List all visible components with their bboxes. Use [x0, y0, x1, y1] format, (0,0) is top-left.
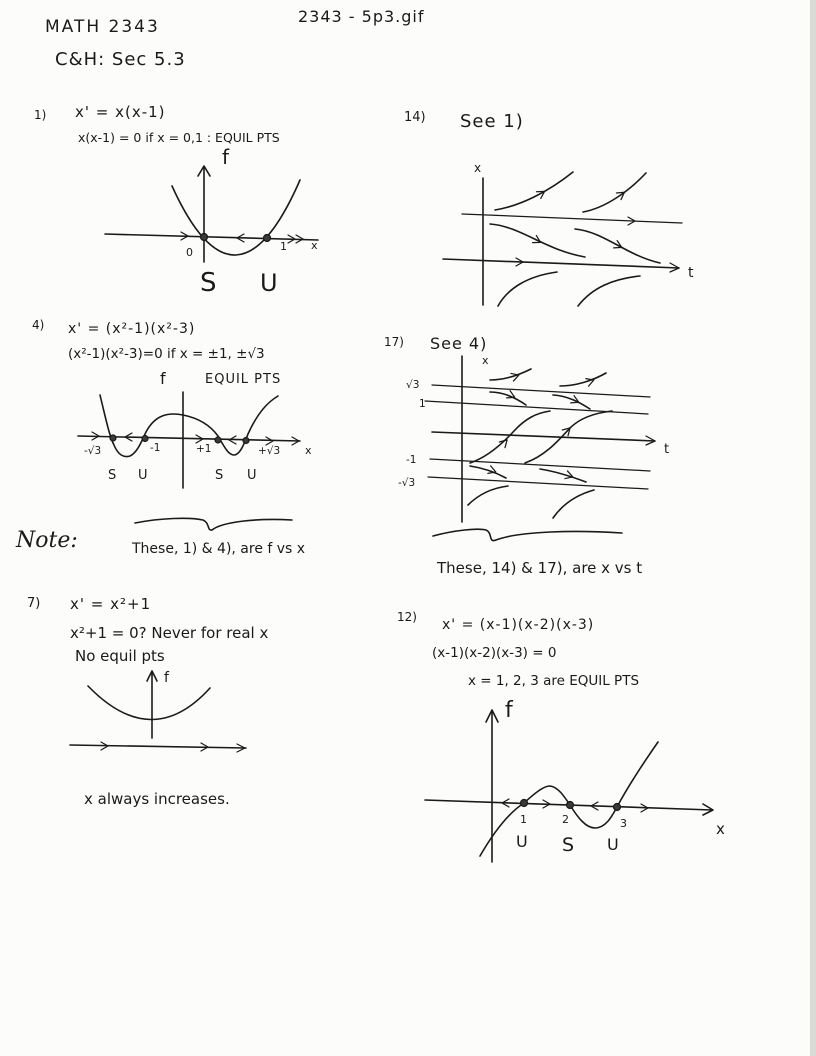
x-axis-label: x — [311, 239, 318, 252]
level-label: -1 — [406, 454, 417, 466]
problem-result: x = 1, 2, 3 are EQUIL PTS — [468, 673, 640, 689]
x-axis — [70, 745, 246, 748]
problem-solution: (x-1)(x-2)(x-3) = 0 — [432, 645, 557, 661]
problem-number: 4) — [32, 318, 45, 332]
equilibrium-point — [110, 435, 116, 441]
stability-label: S — [215, 468, 224, 483]
stability-label: U — [607, 835, 619, 854]
x-axis-label: x — [474, 161, 482, 175]
problem-4 — [32, 318, 312, 488]
equilibrium-point — [243, 438, 249, 444]
problem-number: 1) — [34, 108, 47, 122]
problem-reference: See 4) — [430, 334, 488, 353]
t-axis-label: t — [688, 265, 694, 281]
tick-label: +√3 — [258, 445, 281, 457]
tick-label: -√3 — [84, 445, 102, 457]
problem-remark: x always increases. — [84, 790, 230, 808]
problem-7 — [27, 595, 268, 808]
tick-label: 1 — [520, 813, 527, 826]
solution-curve — [560, 373, 606, 386]
problem-equation: x' = (x²-1)(x²-3) — [68, 321, 196, 337]
course-title: MATH 2343 — [45, 17, 160, 37]
tick-label: 0 — [186, 246, 193, 259]
brace — [433, 529, 622, 540]
solution-curve — [495, 172, 573, 210]
solution-curve — [553, 490, 594, 518]
problem-number: 12) — [397, 610, 417, 624]
f-axis-label: f — [160, 369, 166, 388]
parabola-curve — [88, 686, 210, 720]
equilibrium-point — [201, 234, 208, 241]
problem-14 — [404, 110, 694, 306]
note-xt-comment: These, 14) & 17), are x vs t — [437, 559, 643, 577]
problem-1 — [34, 103, 318, 298]
f-vs-x-graph — [70, 670, 246, 752]
x-axis-label: x — [482, 354, 489, 367]
solution-curve — [553, 395, 590, 409]
x-vs-t-graph — [398, 354, 669, 522]
solution-curve — [490, 392, 526, 405]
tick-label: -1 — [150, 442, 161, 454]
equilibrium-point — [215, 437, 221, 443]
problem-reference: See 1) — [460, 111, 524, 132]
problem-17 — [384, 334, 669, 522]
tick-label: 3 — [620, 817, 627, 830]
level-label: √3 — [406, 379, 420, 391]
stability-label: S — [562, 834, 575, 856]
solution-curve — [583, 173, 646, 212]
f-axis-label: f — [164, 670, 169, 686]
stability-label: S — [200, 268, 217, 298]
tick-label: 2 — [562, 813, 569, 826]
solution-curve — [575, 229, 660, 263]
section-reference: C&H: Sec 5.3 — [55, 49, 186, 70]
problem-equation: x' = x(x-1) — [75, 103, 166, 121]
problem-equation: x' = (x-1)(x-2)(x-3) — [442, 617, 595, 633]
equilibrium-point — [614, 804, 621, 811]
equilibrium-line — [425, 401, 648, 414]
f-axis-label: f — [222, 145, 230, 169]
tick-label: 1 — [280, 240, 287, 253]
note-label: Note: — [16, 528, 78, 553]
header — [45, 7, 425, 70]
stability-label: U — [138, 468, 148, 483]
equilibrium-line — [462, 214, 682, 223]
solution-curve — [490, 224, 585, 257]
x-vs-t-graph — [443, 161, 694, 306]
solution-curve — [468, 486, 508, 505]
stability-label: S — [108, 468, 117, 483]
solution-curve — [578, 276, 640, 306]
solution-curve — [470, 466, 506, 478]
problem-conclusion: No equil pts — [75, 647, 165, 665]
note-fx-comment: These, 1) & 4), are f vs x — [132, 541, 306, 557]
quartic-curve — [100, 395, 281, 457]
level-label: -√3 — [398, 477, 416, 489]
problem-number: 7) — [27, 596, 41, 611]
problem-number: 14) — [404, 110, 426, 125]
solution-curve — [490, 369, 531, 380]
brace — [135, 518, 292, 530]
t-axis-label: t — [664, 442, 670, 457]
note-section — [15, 518, 642, 577]
stability-label: U — [260, 269, 278, 297]
equilibrium-point — [142, 436, 148, 442]
scan-edge — [810, 0, 816, 1056]
solution-curve — [540, 469, 586, 482]
t-axis — [443, 259, 679, 268]
f-axis-label: f — [505, 698, 513, 723]
x-axis-label: x — [716, 820, 725, 838]
f-vs-x-graph — [425, 698, 725, 862]
curve-arrow — [499, 437, 510, 448]
level-label: 1 — [419, 398, 426, 410]
equilibrium-note: EQUIL PTS — [205, 372, 282, 387]
stability-label: U — [247, 468, 257, 483]
f-vs-x-graph — [105, 145, 318, 298]
x-axis-label: x — [305, 444, 312, 457]
solution-curve — [498, 272, 557, 306]
problem-solution: x²+1 = 0? Never for real x — [70, 624, 269, 642]
problem-12 — [397, 610, 725, 862]
t-axis — [432, 432, 655, 441]
equilibrium-point — [567, 802, 574, 809]
equilibrium-line — [428, 477, 648, 489]
problem-solution: x(x-1) = 0 if x = 0,1 : EQUIL PTS — [78, 130, 280, 145]
tick-label: +1 — [196, 443, 212, 455]
file-name: 2343 - 5p3.gif — [298, 7, 425, 26]
equilibrium-point — [264, 235, 271, 242]
equilibrium-line — [432, 385, 650, 397]
problem-equation: x' = x²+1 — [70, 595, 152, 613]
equilibrium-point — [521, 800, 528, 807]
stability-label: U — [516, 832, 528, 851]
problem-solution: (x²-1)(x²-3)=0 if x = ±1, ±√3 — [68, 346, 265, 362]
problem-number: 17) — [384, 335, 404, 349]
